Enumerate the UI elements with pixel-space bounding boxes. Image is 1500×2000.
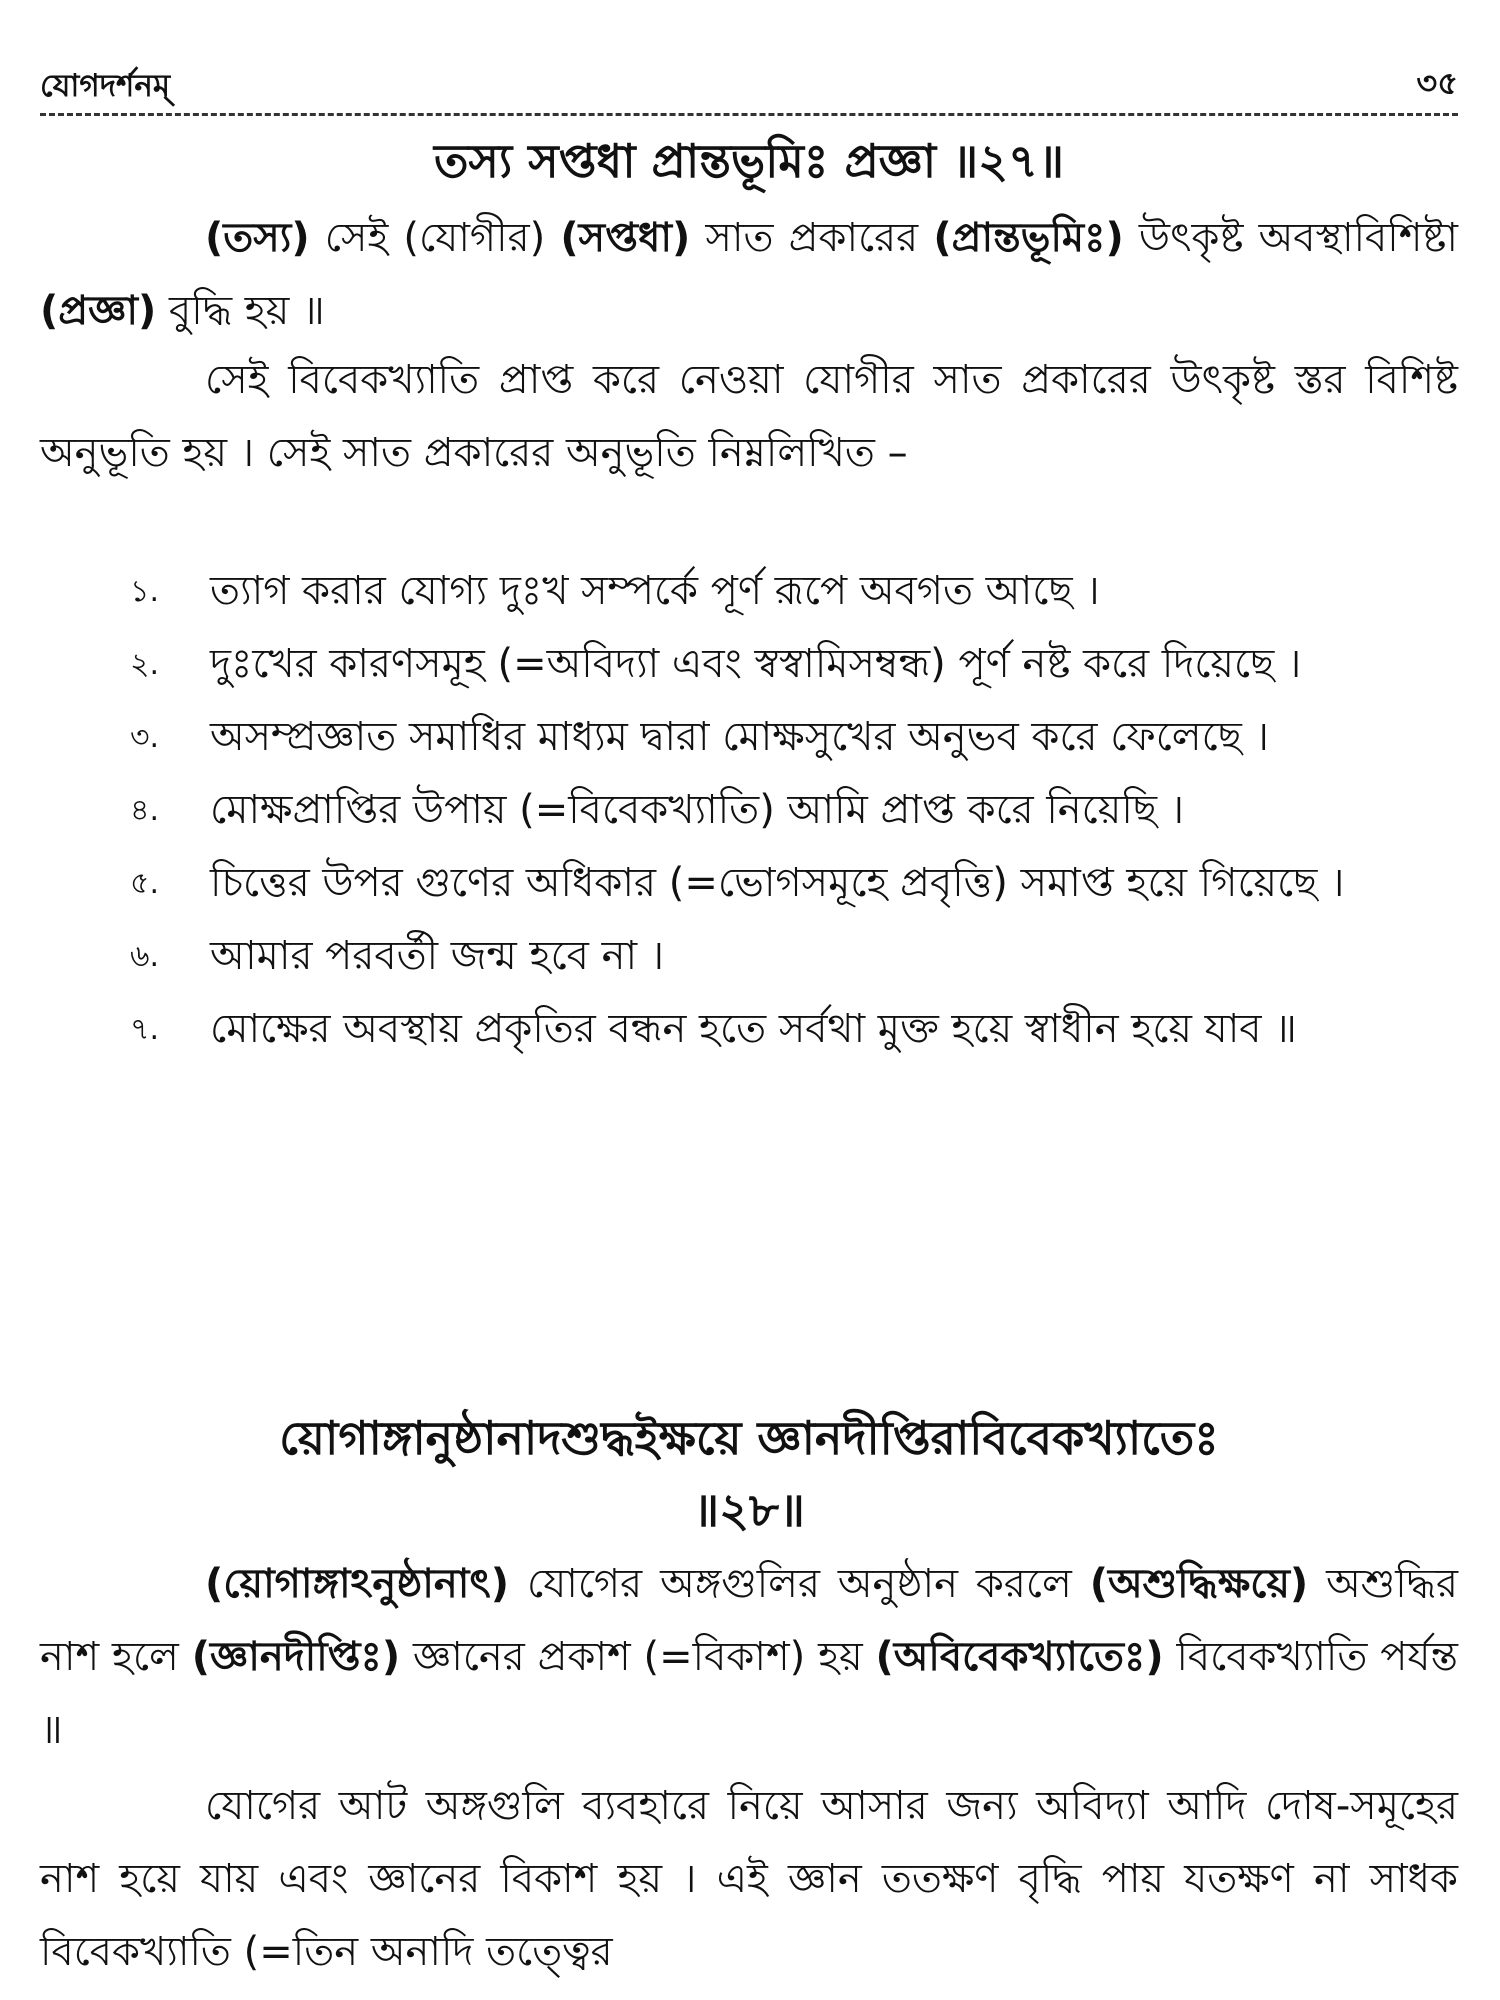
term-tasya: (তস্য) bbox=[205, 215, 310, 261]
seven-insights-list bbox=[130, 555, 1458, 1066]
gloss-text: উৎকৃষ্ট অবস্থাবিশিষ্টা bbox=[1123, 215, 1458, 261]
sutra-27-explanation: সেই বিবেকখ্যাতি প্রাপ্ত করে নেওয়া যোগীর সাত প্রকারের উৎকৃষ্ট স্তর বিশিষ্ট অনুভূতি হয় । সেই সাত প্রকারের অনুভূতি নিম্নলিখিত – bbox=[40, 357, 1458, 476]
gloss-text: যোগের অঙ্গগুলির অনুষ্ঠান করলে bbox=[509, 1561, 1090, 1607]
gloss-text: জ্ঞানের প্রকাশ (=বিকাশ) হয় bbox=[400, 1634, 876, 1680]
list-item-number: ৪. bbox=[130, 793, 160, 828]
gloss-text: সাত প্রকারের bbox=[690, 215, 934, 261]
gloss-text: বিবেকখ্যাতি পর্যন্ত ॥ bbox=[40, 1634, 1458, 1753]
list-item-number: ৩. bbox=[130, 720, 160, 755]
list-item bbox=[130, 555, 1458, 628]
gloss-text: বুদ্ধি হয় ॥ bbox=[156, 288, 325, 334]
list-item bbox=[130, 920, 1458, 993]
list-item-number: ১. bbox=[130, 574, 160, 609]
list-item bbox=[130, 774, 1458, 847]
term-aviveka-khyateh: (অবিবেকখ্যাতেঃ) bbox=[875, 1634, 1164, 1680]
sutra-28-number: ॥২৮॥ bbox=[693, 1483, 805, 1537]
list-item-number: ৭. bbox=[130, 1012, 160, 1047]
list-item-text: ত্যাগ করার যোগ্য দুঃখ সম্পর্কে পূর্ণ রূপে অবগত আছে । bbox=[210, 568, 1100, 614]
term-prantabhumih: (প্রান্তভূমিঃ) bbox=[933, 215, 1124, 261]
term-ashuddhi-kshaye: (অশুদ্ধিক্ষয়ে) bbox=[1089, 1561, 1309, 1607]
gloss-text: অশুদ্ধির নাশ হলে bbox=[40, 1561, 1458, 1680]
list-item-number: ২. bbox=[130, 647, 160, 682]
page-number: ৩৫ bbox=[1416, 64, 1458, 102]
term-prajna: (প্রজ্ঞা) bbox=[40, 288, 157, 334]
running-title: যোগদর্শনম্ bbox=[40, 68, 171, 104]
list-item-text: দুঃখের কারণসমূহ (=অবিদ্যা এবং স্বস্বামিসম্বন্ধ) পূর্ণ নষ্ট করে দিয়েছে । bbox=[210, 641, 1302, 687]
list-item-number: ৫. bbox=[130, 866, 160, 901]
list-item-text: মোক্ষের অবস্থায় প্রকৃতির বন্ধন হতে সর্বথা মুক্ত হয়ে স্বাধীন হয়ে যাব ॥ bbox=[210, 1006, 1297, 1052]
sutra-27-word-meaning bbox=[40, 202, 1458, 348]
term-saptadha: (সপ্তধা) bbox=[560, 215, 691, 261]
list-item bbox=[130, 993, 1458, 1066]
sutra-28-line: য়োগাঙ্গানুষ্ঠানাদশুদ্ধইক্ষয়ে জ্ঞানদীপ্তিরাবিবেকখ্যাতেঃ bbox=[279, 1411, 1219, 1465]
list-item-number: ৬. bbox=[130, 939, 160, 974]
sutra-28-heading bbox=[40, 1402, 1458, 1546]
term-jnana-diptih: (জ্ঞানদীপ্তিঃ) bbox=[191, 1634, 401, 1680]
term-yogangānuṣṭhānāt: (য়োগাঙ্গাঽনুষ্ঠানাৎ) bbox=[205, 1561, 510, 1607]
list-item-text: চিত্তের উপর গুণের অধিকার (=ভোগসমূহে প্রবৃত্তি) সমাপ্ত হয়ে গিয়েছে । bbox=[210, 860, 1345, 906]
list-item bbox=[130, 628, 1458, 701]
list-item-text: আমার পরবর্তী জন্ম হবে না । bbox=[210, 933, 665, 979]
list-item bbox=[130, 847, 1458, 920]
list-item-text: অসম্প্রজ্ঞাত সমাধির মাধ্যম দ্বারা মোক্ষসুখের অনুভব করে ফেলেছে । bbox=[210, 714, 1269, 760]
sutra-28-word-meaning bbox=[40, 1548, 1458, 1767]
sutra-27-heading: তস্য সপ্তধা প্রান্তভূমিঃ প্রজ্ঞা ॥২৭॥ bbox=[433, 134, 1065, 188]
header-divider bbox=[40, 113, 1458, 116]
sutra-28-explanation: যোগের আট অঙ্গগুলি ব্যবহারে নিয়ে আসার জন্য অবিদ্যা আদি দোষ-সমূহের নাশ হয়ে যায় এবং জ্ঞানের বিকাশ হয় । এই জ্ঞান ততক্ষণ বৃদ্ধি পায় যতক্ষণ না সাধক বিবেকখ্যাতি (=তিন অনাদি তত্ত্বের bbox=[40, 1783, 1458, 1975]
gloss-text: সেই (যোগীর) bbox=[309, 215, 561, 261]
list-item bbox=[130, 701, 1458, 774]
running-header bbox=[40, 58, 1458, 110]
list-item-text: মোক্ষপ্রাপ্তির উপায় (=বিবেকখ্যাতি) আমি প্রাপ্ত করে নিয়েছি । bbox=[210, 787, 1185, 833]
